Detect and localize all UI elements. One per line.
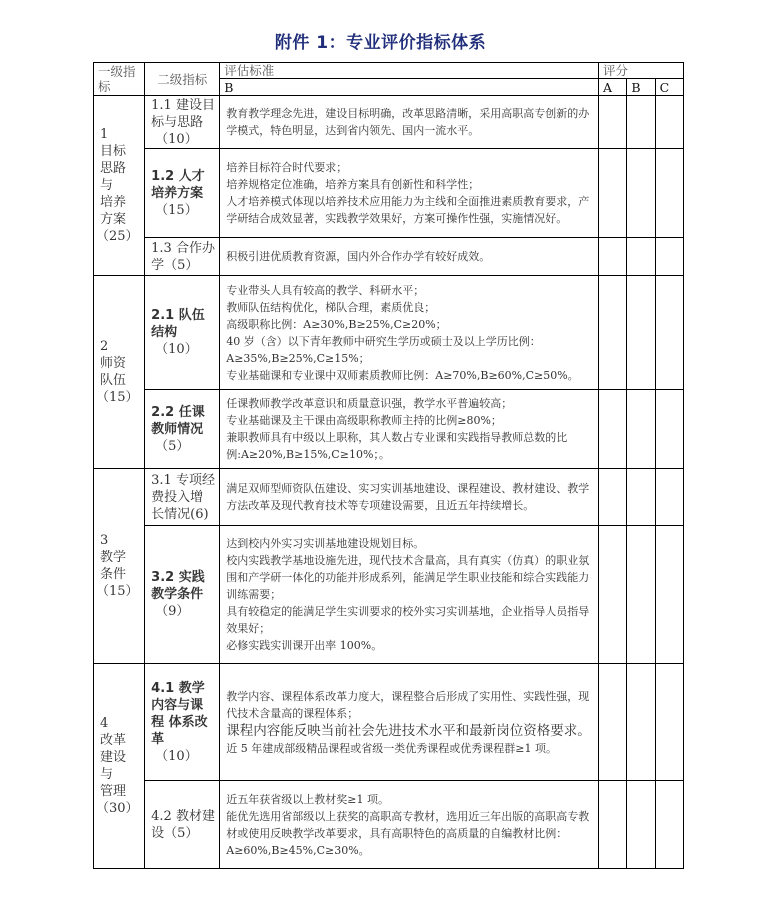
criteria-line: 满足双师型师资队伍建设、实习实训基地建设、课程建设、教材建设、教学方法改革及现代教育技术等专项建设需要，且近五年持续增长。 [226, 482, 590, 512]
level1-indicator [94, 96, 145, 276]
level1-indicator [94, 664, 145, 869]
criteria-cell [220, 390, 599, 469]
level1-points: （30） [96, 801, 139, 816]
criteria-line: 近五年获省级以上教材奖≥1 项。 [226, 792, 389, 806]
score-cell-a[interactable] [599, 276, 627, 390]
header-grade-b: B [627, 79, 655, 96]
score-cell-b[interactable] [627, 469, 655, 526]
level1-indicator [94, 276, 145, 469]
criteria-line: 必修实践实训课开出率 100%。 [226, 639, 383, 652]
level2-points: （10） [155, 342, 198, 357]
criteria-line: 能优先选用省部级以上获奖的高职高专教材，选用近三年出版的高职高专教材或使用反映教学改革要求，具有高职特色的高质量的自编教材比例：A≥60%,B≥45%,C≥30%。 [226, 809, 590, 857]
criteria-line: 兼职教师具有中级以上职称，其人数占专业课和实践指导教师总数的比例:A≥20%,B≥15%,C≥10%；。 [226, 431, 568, 461]
header-criteria: 评估标准 [220, 63, 599, 79]
criteria-line: 人才培养模式体现以培养技术应用能力为主线和全面推进素质教育要求，产学研结合成效显著，实践教学效果好，方案可操作性强，实施情况好。 [226, 195, 590, 225]
level2-label: 1.2 人才培养方案 [151, 168, 205, 201]
criteria-cell [220, 664, 599, 781]
score-cell-c[interactable] [655, 781, 683, 869]
score-cell-c[interactable] [655, 469, 683, 526]
score-cell-b[interactable] [627, 664, 655, 781]
score-cell-a[interactable] [599, 781, 627, 869]
level1-name-line: 改革 [100, 733, 127, 748]
evaluation-table [93, 62, 684, 869]
level2-indicator [145, 390, 220, 469]
score-cell-b[interactable] [627, 781, 655, 869]
level1-points: （25） [96, 229, 139, 244]
level2-label: 1.1 建设目标与思路 [151, 97, 215, 130]
table-row [94, 149, 684, 238]
criteria-line: 培养目标符合时代要求； [226, 161, 348, 174]
level2-label: 3.1 专项经费投入增长情况(6) [151, 472, 215, 522]
table-row [94, 238, 684, 276]
header-level2: 二级指标 [145, 63, 220, 96]
level2-label: 1.3 合作办学（5） [151, 240, 215, 273]
level2-points: （15） [155, 202, 198, 218]
score-cell-a[interactable] [599, 526, 627, 664]
criteria-line: 积极引进优质教育资源，国内外合作办学有较好成效。 [226, 250, 491, 263]
criteria-line: 达到校内外实习实训基地建设规划目标。 [226, 537, 425, 550]
level1-name-line: 思路 [100, 161, 127, 176]
level1-name-line: 师资 [100, 356, 127, 371]
score-cell-a[interactable] [599, 390, 627, 469]
level1-name-line: 与 [100, 767, 114, 782]
level1-name-line: 队伍 [100, 373, 127, 388]
criteria-line: 高级职称比例：A≥30%,B≥25%,C≥20%； [226, 317, 447, 331]
level2-points: （10） [155, 748, 198, 764]
score-cell-b[interactable] [627, 238, 655, 276]
score-cell-b[interactable] [627, 149, 655, 238]
level1-number: 2 [100, 339, 109, 354]
criteria-line: 校内实践教学基地设施先进，现代技术含量高，具有真实（仿真）的职业氛围和产学研一体化的功能并形成系列，能满足学生职业技能和综合实践能力训练需要； [226, 554, 590, 601]
criteria-line: 近 5 年建成部级精品课程或省级一类优秀课程或优秀课程群≥1 项。 [226, 741, 557, 755]
level1-name-line: 方案 [100, 212, 127, 227]
score-cell-c[interactable] [655, 238, 683, 276]
level1-name-line: 建设 [100, 750, 127, 765]
criteria-cell [220, 469, 599, 526]
criteria-cell [220, 238, 599, 276]
page-title: 附件 1：专业评价指标体系 [274, 33, 487, 53]
criteria-cell [220, 149, 599, 238]
criteria-cell [220, 781, 599, 869]
level2-indicator [145, 469, 220, 526]
criteria-cell [220, 276, 599, 390]
level2-indicator [145, 96, 220, 149]
criteria-line: 任课教师教学改革意识和质量意识强，教学水平普遍较高； [226, 397, 513, 410]
level2-points: （5） [155, 438, 190, 454]
header-criteria-sub: B [220, 79, 599, 96]
table-row [94, 781, 684, 869]
level2-label: 3.2 实践教学条件 [151, 570, 205, 602]
level2-indicator [145, 781, 220, 869]
table-row [94, 96, 684, 149]
level2-indicator [145, 664, 220, 781]
level2-indicator [145, 238, 220, 276]
level2-indicator [145, 276, 220, 390]
level1-name-line: 培养 [100, 195, 127, 210]
score-cell-c[interactable] [655, 390, 683, 469]
score-cell-a[interactable] [599, 469, 627, 526]
score-cell-a[interactable] [599, 238, 627, 276]
level2-points: （9） [155, 604, 190, 619]
criteria-line: 具有较稳定的能满足学生实训要求的校外实习实训基地，企业指导人员指导效果好； [226, 605, 590, 635]
level1-name-line: 与 [100, 178, 114, 193]
level1-points: （15） [96, 584, 139, 599]
criteria-line: 培养规格定位准确，培养方案具有创新性和科学性； [226, 178, 480, 191]
criteria-cell [220, 526, 599, 664]
level1-number: 3 [100, 533, 109, 548]
score-cell-a[interactable] [599, 149, 627, 238]
level2-indicator [145, 149, 220, 238]
criteria-line: 专业带头人具有较高的教学、科研水平； [226, 283, 425, 297]
criteria-cell [220, 96, 599, 149]
level2-points: （10） [155, 131, 198, 147]
criteria-line: 专业基础课和专业课中双师素质教师比例：A≥70%,B≥60%,C≥50%。 [226, 368, 579, 382]
score-cell-a[interactable] [599, 664, 627, 781]
level2-indicator [145, 526, 220, 664]
level1-points: （15） [96, 390, 139, 405]
level1-number: 4 [100, 716, 109, 731]
score-cell-b[interactable] [627, 276, 655, 390]
score-cell-b[interactable] [627, 96, 655, 149]
header-level1: 一级指标 [94, 63, 145, 96]
table-row [94, 664, 684, 781]
criteria-line: 教学内容、课程体系改革力度大，课程整合后形成了实用性、实践性强，现代技术含量高的课程体系； [226, 689, 590, 720]
score-cell-c[interactable] [655, 276, 683, 390]
level2-label: 2.1 队伍结构 [151, 308, 205, 340]
criteria-line: 课程内容能反映当前社会先进技术水平和最新岗位资格要求。 [226, 722, 591, 739]
level1-indicator [94, 469, 145, 664]
criteria-line: 教育教学理念先进，建设目标明确，改革思路清晰，采用高职高专创新的办学模式，特色明显，达到省内领先、国内一流水平。 [226, 107, 590, 137]
level1-name-line: 管理 [100, 784, 127, 799]
criteria-line: 专业基础课及主干课由高级职称教师主持的比例≥80%； [226, 414, 502, 427]
header-grade-c: C [655, 79, 683, 96]
table-row [94, 390, 684, 469]
score-cell-b[interactable] [627, 526, 655, 664]
score-cell-c[interactable] [655, 96, 683, 149]
level1-number: 1 [100, 127, 109, 142]
table-row [94, 276, 684, 390]
table-row [94, 469, 684, 526]
score-cell-a[interactable] [599, 96, 627, 149]
level2-label: 4.2 教材建设（5） [151, 808, 215, 841]
criteria-line: 教师队伍结构优化，梯队合理，素质优良； [226, 300, 436, 314]
score-cell-b[interactable] [627, 390, 655, 469]
level2-label: 2.2 任课教师情况 [151, 404, 205, 437]
level1-name-line: 目标 [100, 144, 127, 159]
score-cell-c[interactable] [655, 149, 683, 238]
criteria-line: 40 岁（含）以下青年教师中研究生学历或硕士及以上学历比例：A≥35%,B≥25%,C≥15%； [226, 334, 541, 365]
level2-label: 4.1 教学内容与课程 体系改革 [151, 680, 208, 747]
header-score: 评分 [599, 63, 684, 79]
level1-name-line: 条件 [100, 567, 127, 582]
score-cell-c[interactable] [655, 526, 683, 664]
header-grade-a: A [599, 79, 627, 96]
level1-name-line: 教学 [100, 550, 127, 565]
score-cell-c[interactable] [655, 664, 683, 781]
table-row [94, 526, 684, 664]
